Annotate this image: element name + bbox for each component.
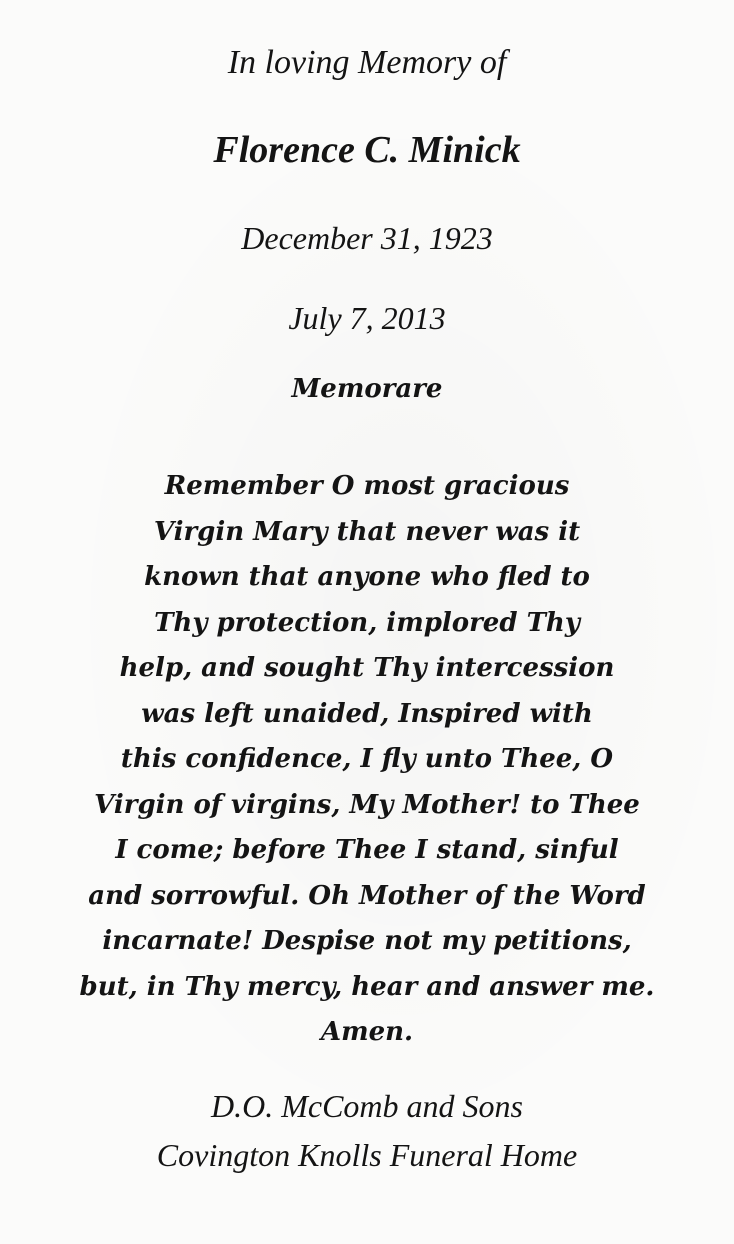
prayer-line: Virgin Mary that never was it [153, 516, 581, 547]
prayer-line: and sorrowful. Oh Mother of the Word [88, 880, 646, 911]
prayer-text [0, 464, 734, 1056]
prayer-line: Amen. [320, 1017, 414, 1047]
prayer-line: was left unaided, Inspired with [141, 698, 593, 729]
prayer-line: Virgin of virgins, My Mother! to Thee [94, 789, 640, 820]
prayer-line: Thy protection, implored Thy [154, 607, 580, 638]
death-date: July 7, 2013 [288, 300, 446, 336]
prayer-line: Remember O most gracious [164, 471, 570, 501]
prayer-line: help, and sought Thy intercession [119, 653, 615, 683]
birth-date: December 31, 1923 [241, 220, 493, 256]
prayer-line: I come; before Thee I stand, sinful [115, 835, 619, 865]
prayer-line: incarnate! Despise not my petitions, [102, 926, 632, 956]
deceased-name: Florence C. Minick [213, 129, 521, 171]
prayer-line: this confidence, I fly unto Thee, O [120, 744, 614, 774]
prayer-line: known that anyone who fled to [144, 562, 590, 592]
intro-text: In loving Memory of [227, 44, 507, 81]
prayer-line: but, in Thy mercy, hear and answer me. [79, 971, 655, 1002]
funeral-home-name: D.O. McComb and Sons [211, 1088, 523, 1124]
funeral-home-location: Covington Knolls Funeral Home [156, 1137, 578, 1173]
prayer-title: Memorare [291, 374, 443, 404]
